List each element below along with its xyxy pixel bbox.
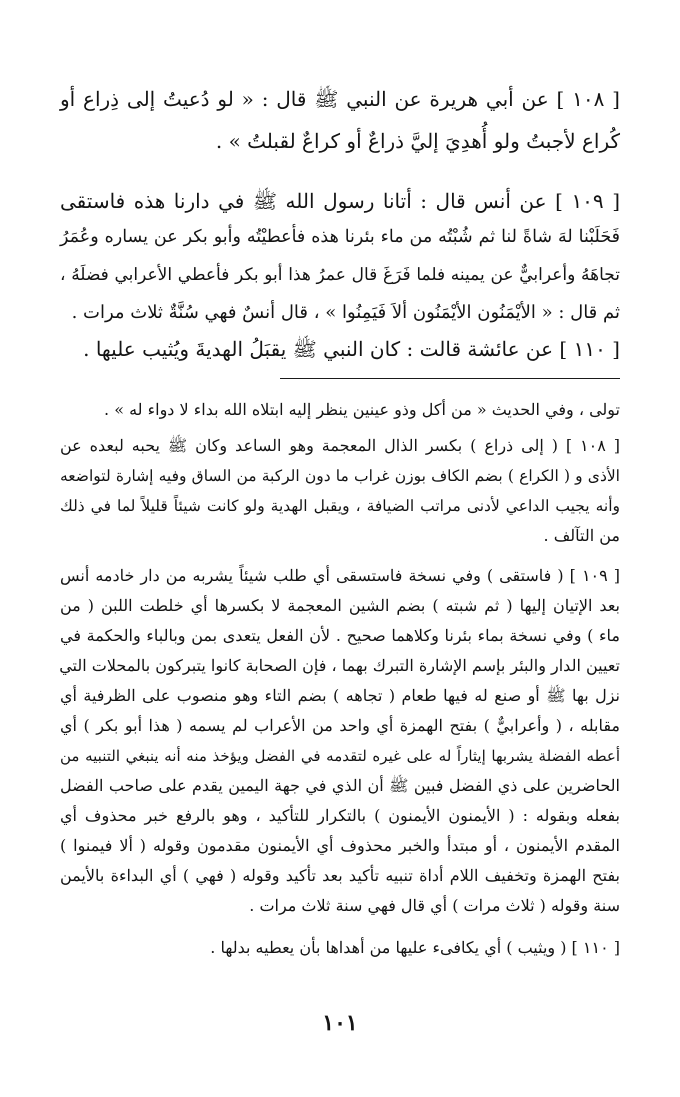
note-109-line-11: بفتح الهمزة وتخفيف اللام أداة تنبيه تأكيد بعد تأكيد وقوله ( فهي ) أي البداءة بالأيمن — [60, 866, 620, 885]
note-110-line-1: [ ١١٠ ] ( ويثيب ) أي يكافىء عليها من أهداها بأن يعطيه بدلها . — [210, 938, 620, 957]
hadith-109-line-3: تجاهَهُ وأعرابيٌّ عن يمينه فلما فَرَغَ قال عمرُ هذا أبو بكر فأعطي الأعرابي فضلَهُ ، — [60, 265, 620, 285]
note-109-line-5: نزل بها ﷺ أو صنع له فيها طعام ( تجاهه ) بضم التاء وهو منصوب على الظرفية أي — [60, 686, 620, 705]
note-109-line-7: أعطه الفضلة يشربها إيثاراً له على غيره لتقدمه في الفضل ويؤخذ منه أنه ينبغي التنبيه من — [60, 747, 620, 765]
footnote-separator — [280, 378, 620, 379]
note-108-line-4: من التآلف . — [543, 526, 620, 545]
note-109-line-12: سنة وقوله ( ثلاث مرات ) أي قال فهي سنة ثلاث مرات . — [249, 896, 620, 915]
note-108-line-3: وأنه يجيب الداعي لأدنى مراتب الضيافة ، ويقبل الهدية ولو كانت شيئاً قليلاً لما في ذلك — [60, 497, 620, 515]
note-108-line-1: [ ١٠٨ ] ( إلى ذراع ) بكسر الذال المعجمة وهو الساعد وكان ﷺ يحبه لبعده عن — [60, 436, 620, 455]
note-109-line-8: الحاضرين على ذي الفضل فبين ﷺ أن الذي في جهة اليمين يقدم على صاحب الفضل — [60, 776, 620, 795]
note-continuation-line: تولى ، وفي الحديث « من أكل وذو عينين ينظر إليه ابتلاه الله بداء لا دواء له » . — [104, 400, 620, 419]
hadith-108-line-2: كُراع لأجبتُ ولو أُهدِيَ إليَّ ذراعٌ أو كراعٌ لقبلتُ » . — [215, 129, 620, 153]
page-number: ١٠١ — [322, 1010, 358, 1036]
note-109-line-6: مقابله ، ( وأعرابيٌّ ) بفتح الهمزة أي واحد من الأعراب لم يسمه ( هذا أبو بكر ) أي — [60, 716, 620, 735]
note-109-line-2: بعد الإتيان إليها ( ثم شبته ) بضم الشين المعجمة لا بكسرها أي خلطت اللبن ( من — [60, 596, 620, 615]
hadith-109-line-2: فَحَلَبْنا لهَ شاةً لنا ثم شُبْتُه من ماء بئرنا هذه فأعطيْتُه وأبو بكر عن يساره وعُمَرُ — [60, 227, 620, 247]
hadith-109-line-4: ثم قال : « الأيْمَنُون الأيْمَنُون ألاَ فَيَمِنُوا » ، قال أنسٌ فهي سُنَّةٌ ثلاث مرات . — [71, 302, 620, 323]
note-109-line-4: تعيين الدار والبئر بإسم الإشارة التبرك بهما ، فإن الصحابة كانوا يتبركون بالمحلات التي — [59, 656, 620, 675]
hadith-110-line-1: [ ١١٠ ] عن عائشة قالت : كان النبي ﷺ يقبَلُ الهديةَ ويُثيب عليها . — [83, 337, 620, 361]
hadith-109-line-1: [ ١٠٩ ] عن أنس قال : أتانا رسول الله ﷺ في دارنا هذه فاستقى — [60, 189, 621, 213]
note-109-line-10: المقدم الأيمنون ، أو مبتدأ والخبر محذوف أي الأيمنون مقدمون وقوله ( ألا فيمنوا ) — [60, 836, 620, 855]
hadith-108-line-1: [ ١٠٨ ] عن أبي هريرة عن النبي ﷺ قال : « لو دُعيتُ إلى ذِراع أو — [60, 87, 620, 111]
note-108-line-2: الأذى و ( الكراع ) بضم الكاف بوزن غراب ما دون الركبة من الساق وفيه إشارة لتواضعه — [60, 467, 620, 485]
note-109-line-3: ماء ) وفي نسخة بماء بئرنا وكلاهما صحيح . لأن الفعل يتعدى بمن وبالباء والحكمة في — [60, 626, 620, 645]
note-109-line-9: بفعله وبقوله : ( الأيمنون الأيمنون ) بالتكرار للتأكيد ، وهو بالرفع خبر محذوف أي — [60, 806, 620, 825]
note-109-line-1: [ ١٠٩ ] ( فاستقى ) وفي نسخة فاستسقى أي طلب شيئاً يشربه من دار خادمه أنس — [60, 566, 621, 585]
